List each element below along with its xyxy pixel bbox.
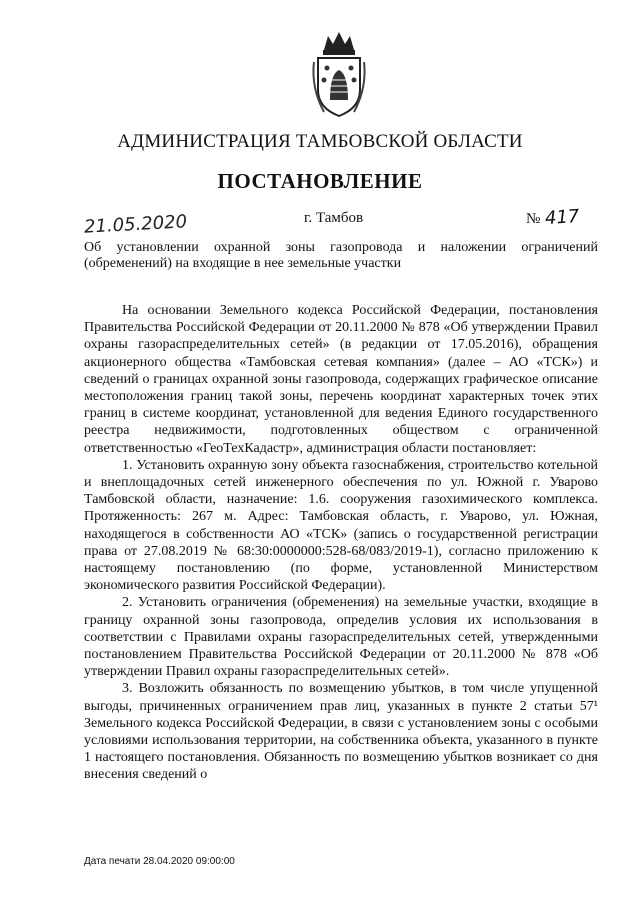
document-subject: Об установлении охранной зоны газопровода и наложении ограничений (обременений) на входящие в нее земельные участки [84, 240, 598, 271]
coat-of-arms-emblem [310, 28, 368, 120]
city-label: г. Тамбов [304, 210, 364, 226]
signature-date: 21.05.2020 [83, 211, 188, 238]
paragraph-preamble: На основании Земельного кодекса Российской Федерации, постановления Правительства Российской Федерации от 20.11.2000 № 878 «Об утверждении Правил охраны газораспределительных сетей» (в редакции от 17.05.2016), обращения акционерного общества «Тамбовская сетевая компания» (далее – АО «ТСК») и сведений о границах охранной зоны газопровода, содержащих графическое описание местоположения границ такой зоны, перечень координат характерных точек этих границ в системе координат, установленной для ведения Единого государственного реестра недвижимости, подготовленных обществом с ограниченной ответственностью «ГеоТехКадастр», администрация области постановляет: [84, 303, 598, 456]
number-sign: № [526, 211, 541, 227]
number-value: 417 [544, 205, 581, 230]
paragraph-item-3: 3. Возложить обязанность по возмещению убытков, в том числе упущенной выгоды, причиненных ограничением прав лиц, указанных в пункте 2 статьи 57¹ Земельного кодекса Российской Федерации, в связи с установлением зоны с особыми условиями использования территории, на собственника объекта, указанного в пункте 1 настоящего постановления. Обязанность по возмещению убытков возникает со дня внесения сведений о [84, 681, 598, 783]
document-number [526, 207, 580, 228]
paragraph-item-2: 2. Установить ограничения (обременения) на земельные участки, входящие в границу охранной зоны газопровода, определив условия их использования в соответствии с Правилами охраны газораспределительных сетей, утвержденными постановлением Правительства Российской Федерации от 20.11.2000 № 878 «Об утверждении Правил охраны газораспределительных сетей». [84, 595, 598, 680]
paragraph-item-1: 1. Установить охранную зону объекта газоснабжения, строительство котельной и внеплощадочных сетей инженерного обеспечения по ул. Южной г. Уварово Тамбовской области, назначение: 1.6. сооружения газохимического комплекса. Протяженность: 267 м. Адрес: Тамбовская область, г. Уварово, ул. Южная, находящегося в собственности АО «ТСК» (запись о государственной регистрации права от 27.08.2019 № 68:30:0000000:528-68/083/2019-1), согласно приложению к настоящему постановлению (по форме, установленной Министерством экономического развития Российской Федерации). [84, 457, 598, 594]
print-date-footer: Дата печати 28.04.2020 09:00:00 [84, 856, 235, 867]
document-body [84, 302, 598, 784]
organization-title: АДМИНИСТРАЦИЯ ТАМБОВСКОЙ ОБЛАСТИ [117, 131, 523, 152]
document-type-heading: ПОСТАНОВЛЕНИЕ [217, 169, 423, 193]
